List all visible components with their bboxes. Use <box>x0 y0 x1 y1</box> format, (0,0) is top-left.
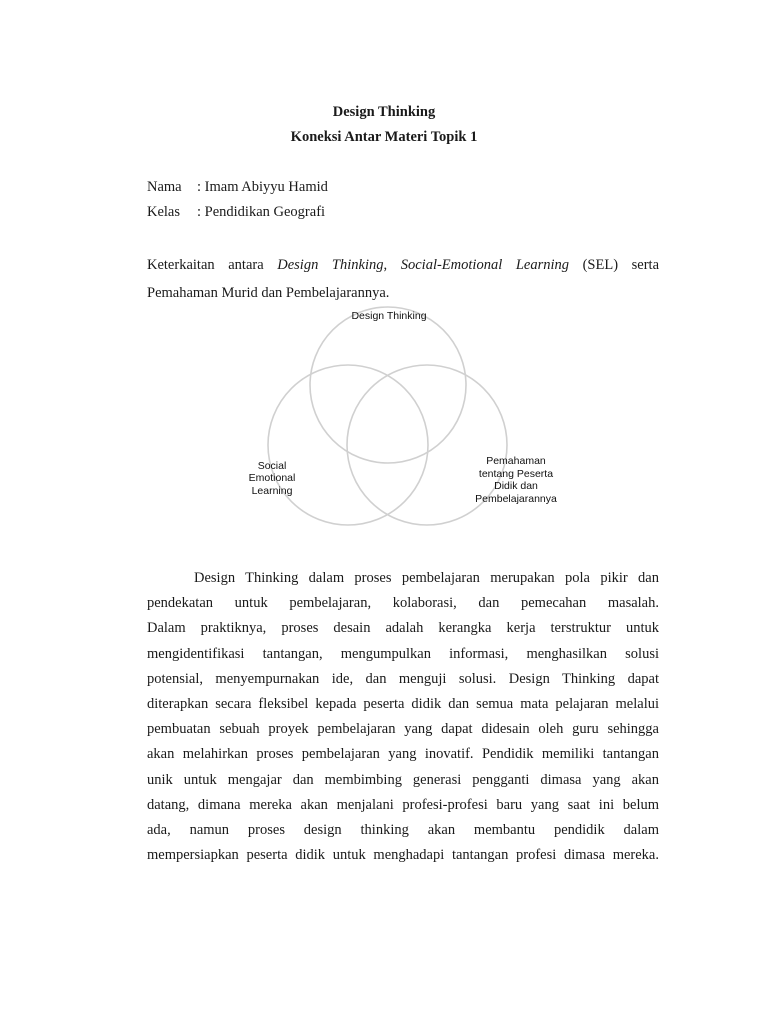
venn-circle-sel <box>268 365 428 525</box>
paragraph-line: pendekatan untuk pembelajaran, kolaborasi, dan pemecahan masalah. <box>147 595 659 612</box>
paragraph-line: mempersiapkan peserta didik untuk menghadapi tantangan profesi dimasa mereka. <box>147 847 659 864</box>
venn-label-pemahaman-4: Pembelajarannya <box>475 493 557 505</box>
intro-text-1: Keterkaitan antara <box>147 257 278 273</box>
venn-label-pemahaman-1: Pemahaman <box>486 455 546 467</box>
kelas-label: Kelas <box>147 204 181 220</box>
intro-line-2: Pemahaman Murid dan Pembelajarannya. <box>147 285 390 301</box>
paragraph-line: ada, namun proses design thinking akan membantu pendidik dalam <box>147 822 659 839</box>
venn-diagram <box>230 305 570 535</box>
kelas-field <box>147 204 325 221</box>
venn-circle-design-thinking <box>310 307 466 463</box>
nama-label: Nama <box>147 179 182 195</box>
venn-label-design-thinking: Design Thinking <box>351 310 427 322</box>
paragraph-line: potensial, menyempurnakan ide, dan menguji solusi. Design Thinking dapat <box>147 670 659 687</box>
nama-value: : Imam Abiyyu Hamid <box>197 179 328 195</box>
venn-label-pemahaman-3: Didik dan <box>494 480 538 492</box>
kelas-value: : Pendidikan Geografi <box>197 204 326 220</box>
paragraph-line: datang, dimana mereka akan menjalani profesi-profesi baru yang saat ini belum <box>147 796 659 813</box>
paragraph-line: Dalam praktiknya, proses desain adalah kerangka kerja terstruktur untuk <box>147 620 659 637</box>
paragraph-line: mengidentifikasi tantangan, mengumpulkan informasi, menghasilkan solusi <box>147 645 659 662</box>
document-subtitle: Koneksi Antar Materi Topik 1 <box>290 129 478 145</box>
nama-field <box>147 179 328 196</box>
intro-paragraph <box>147 251 659 307</box>
intro-design-thinking: Design Thinking <box>277 257 384 273</box>
venn-label-sel-3: Learning <box>251 485 293 497</box>
document-title: Design Thinking <box>332 104 436 120</box>
intro-text-2: (SEL) serta <box>569 257 660 273</box>
venn-label-sel-1: Social <box>257 460 287 472</box>
venn-label-pemahaman-2: tentang Peserta <box>478 468 554 480</box>
venn-label-sel-2: Emotional <box>248 472 296 484</box>
intro-line-1 <box>147 251 659 279</box>
paragraph-line: Design Thinking dalam proses pembelajaran merupakan pola pikir dan <box>194 570 659 586</box>
paragraph-line: unik untuk mengajar dan membimbing generasi pengganti dimasa yang akan <box>147 771 659 788</box>
intro-comma: , <box>383 257 401 273</box>
paragraph-line: akan melahirkan proses pembelajaran yang inovatif. Pendidik memiliki tantangan <box>147 746 659 763</box>
body-paragraph <box>147 566 659 868</box>
intro-sel: Social-Emotional Learning <box>400 257 569 273</box>
paragraph-line: diterapkan secara fleksibel kepada peserta didik dan semua mata pelajaran melalui <box>147 696 659 713</box>
paragraph-line: pembuatan sebuah proyek pembelajaran yang dapat didesain oleh guru sehingga <box>147 721 659 738</box>
